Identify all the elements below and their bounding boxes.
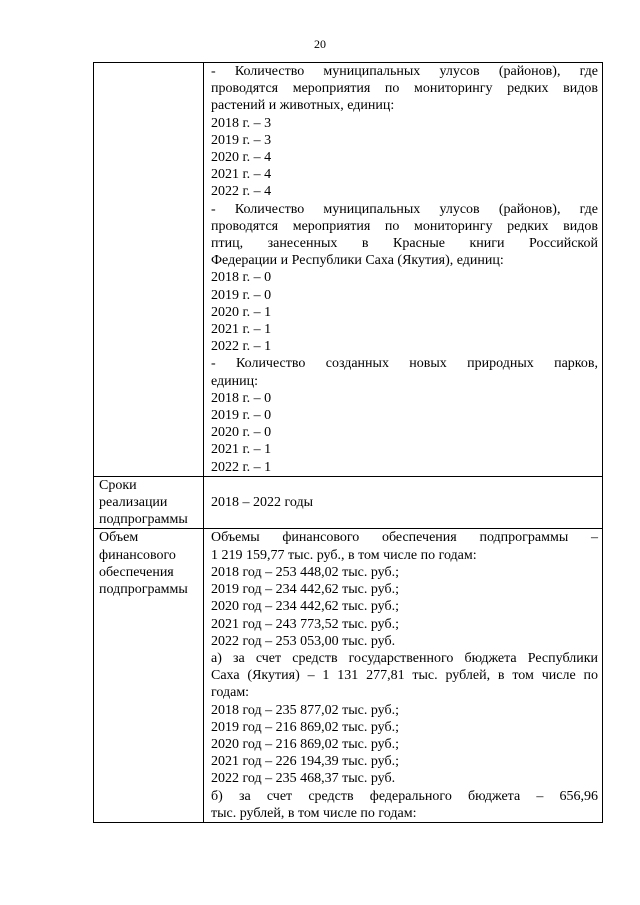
content-line: - Количество муниципальных улусов (районов), где (211, 201, 598, 217)
content-line: - Количество муниципальных улусов (районов), где (211, 64, 598, 79)
content-line: 2021 г. – 4 (211, 167, 272, 183)
content-line: растений и животных, единиц: (211, 98, 395, 114)
row-label-line: Объем (99, 530, 139, 546)
content-line: а) за счет средств государственного бюджета Республики (211, 650, 598, 666)
content-line: проводятся мероприятия по мониторингу редких видов (211, 81, 598, 97)
page-number: 20 (314, 37, 326, 51)
content-line: 2021 год – 226 194,39 тыс. руб.; (211, 754, 399, 770)
table-row-indicators (94, 63, 603, 477)
content-line: 2019 г. – 3 (211, 132, 272, 148)
row-content-cell (204, 529, 603, 822)
content-line: годам: (211, 685, 250, 701)
content-line: 2020 г. – 1 (211, 304, 272, 320)
content-line: 2019 г. – 0 (211, 287, 272, 303)
content-line: 2020 г. – 4 (211, 150, 272, 166)
content-line: единиц: (211, 373, 259, 389)
content-line: 2018 г. – 0 (211, 390, 272, 406)
content-line: 2018 год – 253 448,02 тыс. руб.; (211, 564, 399, 580)
content-line: 2022 г. – 1 (211, 459, 272, 475)
content-line: проводятся мероприятия по мониторингу редких видов (211, 218, 598, 234)
row-label-cell (94, 529, 204, 822)
content-line: - Количество созданных новых природных парков, (211, 356, 598, 372)
subprogram-passport-table (93, 62, 603, 823)
content-line: Федерации и Республики Саха (Якутия), единиц: (211, 253, 504, 269)
content-line: 2022 г. – 4 (211, 184, 272, 200)
content-line: 2020 год – 216 869,02 тыс. руб.; (211, 736, 399, 752)
content-line: 2021 год – 243 773,52 тыс. руб.; (211, 616, 399, 632)
content-line: 2022 год – 235 468,37 тыс. руб. (211, 771, 396, 787)
content-line: птиц, занесенных в Красные книги Российской (211, 236, 598, 252)
content-line: б) за счет средств федерального бюджета – 656,96 (211, 788, 598, 804)
content-line: 2022 год – 253 053,00 тыс. руб. (211, 633, 396, 649)
content-line: 2022 г. – 1 (211, 339, 272, 355)
content-line: 2018 г. – 3 (211, 115, 272, 131)
content-line: 1 219 159,77 тыс. руб., в том числе по годам: (211, 547, 477, 563)
row-label-line: реализации (99, 495, 168, 511)
content-line: 2020 г. – 0 (211, 425, 272, 441)
content-line: 2018 год – 235 877,02 тыс. руб.; (211, 702, 399, 718)
content-line: Объемы финансового обеспечения подпрограммы – (211, 530, 598, 546)
row-label-line: подпрограммы (99, 582, 188, 598)
content-line: 2019 год – 216 869,02 тыс. руб.; (211, 719, 399, 735)
row-label-line: финансового (99, 547, 176, 563)
content-line: Саха (Якутия) – 1 131 277,81 тыс. рублей, в том числе по (211, 668, 598, 684)
table-row-financing-volume (94, 529, 603, 822)
content-line: 2019 год – 234 442,62 тыс. руб.; (211, 582, 399, 598)
content-line: 2020 год – 234 442,62 тыс. руб.; (211, 599, 399, 615)
row-label-line: Сроки (99, 477, 137, 493)
content-line: 2019 г. – 0 (211, 408, 272, 424)
content-line: 2021 г. – 1 (211, 442, 272, 458)
row-label-line: обеспечения (99, 564, 174, 580)
content-line: 2018 – 2022 годы (211, 495, 314, 511)
content-line: тыс. рублей, в том числе по годам: (211, 805, 417, 821)
row-content-cell (204, 63, 603, 477)
row-label-line: подпрограммы (99, 512, 188, 528)
content-line: 2018 г. – 0 (211, 270, 272, 286)
row-label-cell (94, 63, 204, 477)
row-content-cell (204, 476, 603, 529)
row-label-cell (94, 476, 204, 529)
content-line: 2021 г. – 1 (211, 322, 272, 338)
table-row-implementation-period (94, 476, 603, 529)
